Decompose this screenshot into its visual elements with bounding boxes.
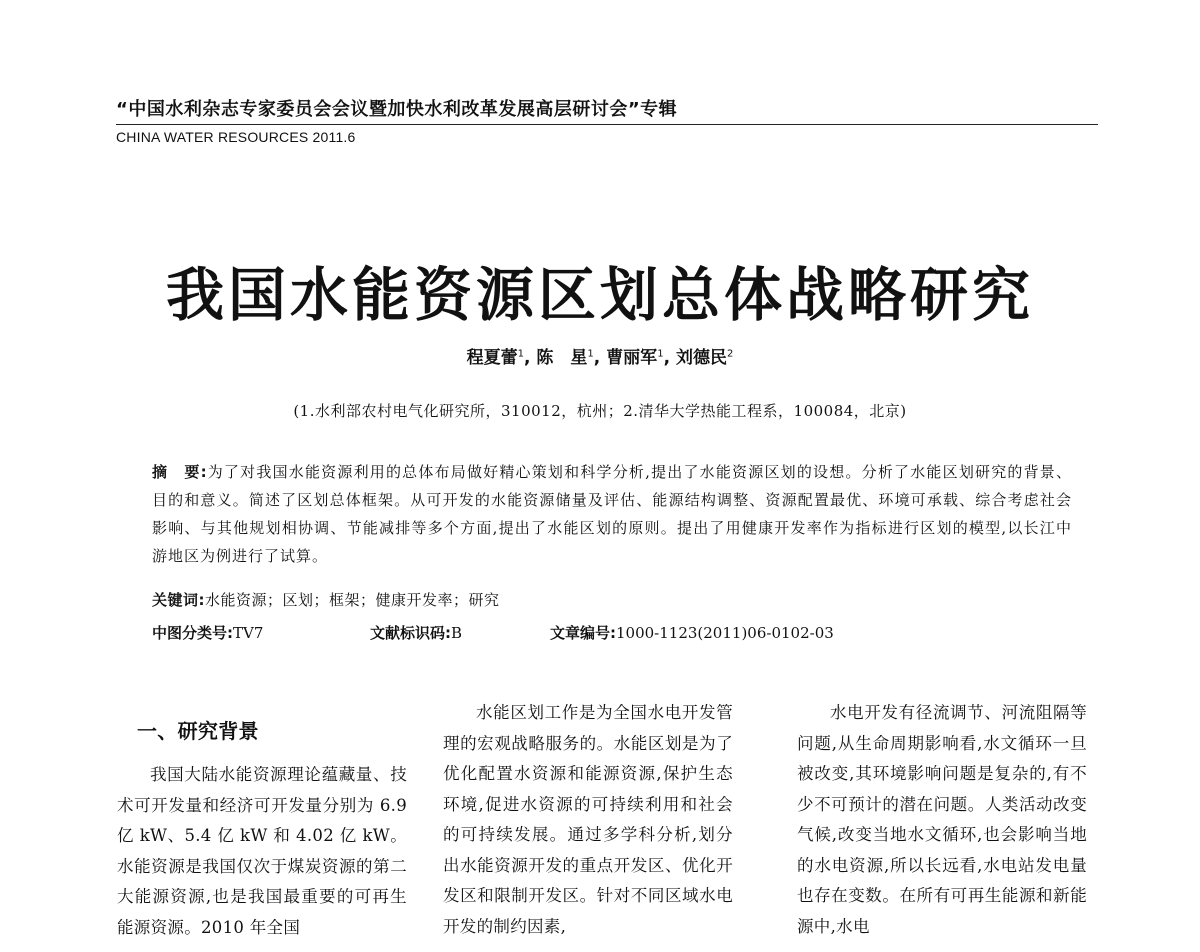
section-heading: 一、研究背景 [137, 719, 259, 743]
author-affiliation-marker: 1 [657, 348, 664, 360]
body-column-3 [797, 698, 1087, 942]
body-paragraph: 水电开发有径流调节、河流阻隔等问题,从生命周期影响看,水文循环一旦被改变,其环境影响问题是复杂的,有不少不可预计的潜在问题。人类活动改变气候,改变当地水文循环,也会影响当地的水电资源,所以长远看,水电站发电量也存在变数。在所有可再生能源和新能源中,水电 [797, 703, 1087, 936]
clc-value: TV7 [233, 624, 264, 642]
author-list [0, 343, 1200, 368]
doc-code-label: 文献标识码: [370, 624, 451, 642]
author-name: 程夏蕾 [466, 348, 518, 368]
journal-name-issue: CHINA WATER RESOURCES 2011.6 [116, 129, 356, 145]
abstract-text: 为了对我国水能资源利用的总体布局做好精心策划和科学分析,提出了水能资源区划的设想。分析了水能区划研究的背景、目的和意义。简述了区划总体框架。从可开发的水能资源储量及评估、能源结构调整、资源配置最优、环境可承载、综合考虑社会影响、与其他规划相协调、节能减排等多个方面,提出了水能区划的原则。提出了用健康开发率作为指标进行区划的模型,以长江中游地区为例进行了试算。 [152, 463, 1072, 565]
clc-number [152, 622, 263, 643]
author-separator: , [524, 348, 531, 368]
author-affiliation-marker: 1 [517, 348, 525, 360]
clc-label: 中图分类号: [152, 624, 233, 642]
body-paragraph: 水能区划工作是为全国水电开发管理的宏观战略服务的。水能区划是为了优化配置水资源和能源资源,保护生态环境,促进水资源的可持续利用和社会的可持续发展。通过多学科分析,划分出水能资源开发的重点开发区、优化开发区和限制开发区。针对不同区域水电开发的制约因素, [443, 703, 733, 936]
author-name: 曹丽军 [606, 348, 658, 368]
body-paragraph: 我国大陆水能资源理论蕴藏量、技术可开发量和经济可开发量分别为 6.9 亿 kW、5.4 亿 kW 和 4.02 亿 kW。水能资源是我国仅次于煤炭资源的第二大能源资源,也是我国最重要的可再生能源资源。2010 年全国 [117, 765, 407, 937]
author-name: 刘德民 [675, 348, 727, 368]
keywords [152, 589, 500, 610]
doc-code-value: B [451, 624, 463, 642]
keywords-label: 关键词: [152, 591, 205, 609]
author-separator: , [663, 348, 671, 368]
article-title: 我国水能资源区划总体战略研究 [165, 261, 1034, 329]
abstract-label: 摘 要: [152, 463, 208, 481]
author-affiliation-marker: 2 [726, 348, 734, 360]
article-number [550, 622, 834, 643]
author-separator: , [593, 348, 601, 368]
document-code [370, 622, 462, 643]
keywords-text: 水能资源；区划；框架；健康开发率；研究 [205, 591, 500, 609]
article-no-label: 文章编号: [550, 624, 616, 642]
body-column-1 [117, 698, 407, 943]
article-no-value: 1000-1123(2011)06-0102-03 [616, 624, 834, 642]
author-name: 陈 星 [536, 348, 588, 368]
body-column-2 [443, 698, 733, 942]
header-rule [116, 124, 1098, 125]
abstract [152, 458, 1072, 570]
special-issue-header: “中国水利杂志专家委员会会议暨加快水利改革发展高层研讨会”专辑 [116, 95, 685, 121]
author-affiliation-marker: 1 [587, 348, 594, 360]
affiliations: (1.水利部农村电气化研究所，310012，杭州；2.清华大学热能工程系，100084，北京) [293, 402, 907, 420]
